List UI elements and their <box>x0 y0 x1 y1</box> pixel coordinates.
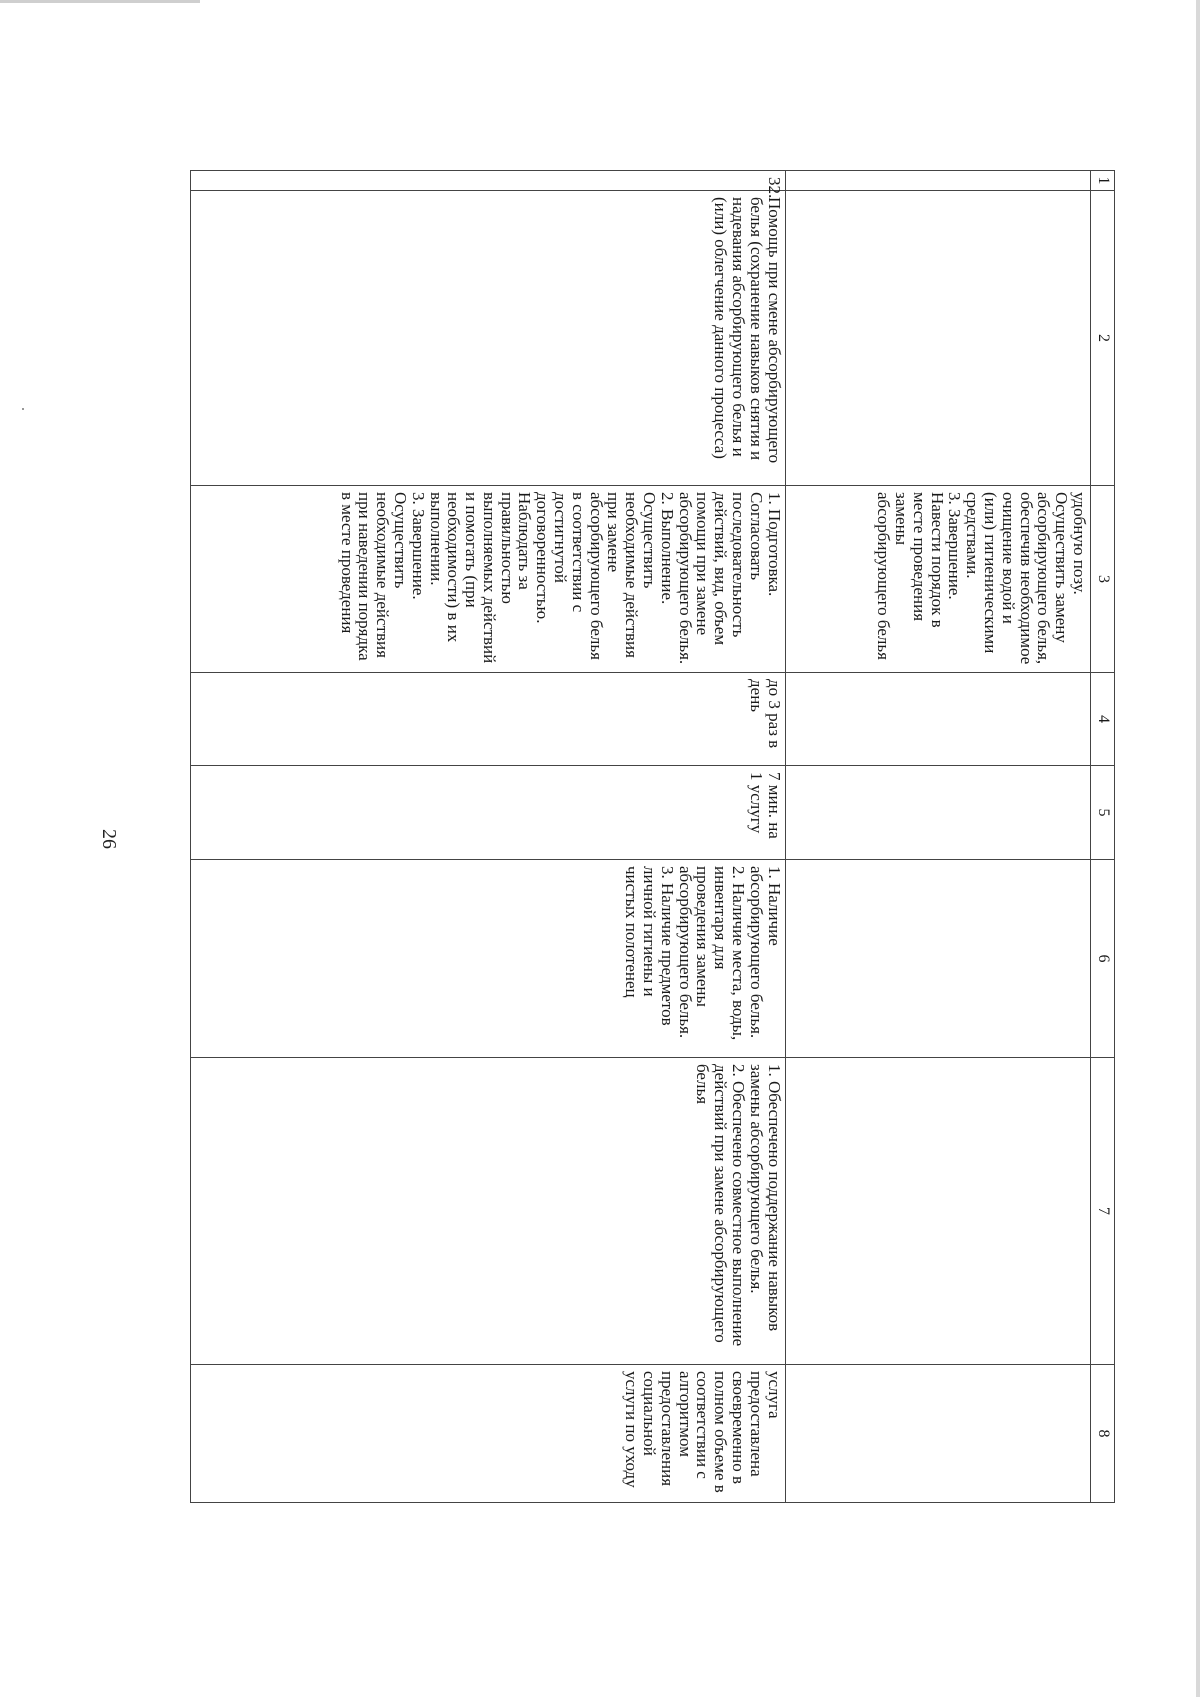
cell-text <box>1086 673 1090 765</box>
cell-quality <box>785 1365 1090 1503</box>
page-number: 26 <box>98 829 120 849</box>
cell-service-name <box>191 191 786 486</box>
services-table <box>190 170 1115 1503</box>
cell-duration <box>785 766 1090 860</box>
cell-text <box>1086 171 1090 190</box>
cell-text: 1. Подготовка. Согласовать последовательность действий, вид, объем помощи при замене абсорбирующего белья. 2. Выполнение. Осуществить необходимые действия при замене абсорбирующего белья в соответствии с достигнутой договоренностью. Наблюдать за правильностью выполняемых действий и помогать (при необходимости) в их выполнении. 3. Завершение. Осуществить необходимые действия при наведении порядка в месте проведения <box>337 492 784 665</box>
cell-text <box>1086 1058 1090 1364</box>
cell-conditions <box>785 860 1090 1058</box>
cell-text: до 3 раз в день <box>746 679 784 749</box>
table-row <box>785 171 1090 1503</box>
column-number: 3 <box>1090 486 1114 673</box>
cell-number <box>785 171 1090 191</box>
column-number: 1 <box>1090 171 1114 191</box>
cell-conditions <box>191 860 786 1058</box>
scan-edge-top <box>0 0 200 3</box>
scan-speck <box>22 408 24 410</box>
column-number: 8 <box>1090 1365 1114 1503</box>
cell-results <box>191 1058 786 1365</box>
cell-duration <box>191 766 786 860</box>
cell-text <box>1086 1365 1090 1502</box>
cell-text: услуга предоставлена своевременно в полном объеме в соответствии с алгоритмом предоставления социальной услуги по уходу <box>622 1371 784 1493</box>
cell-frequency <box>785 673 1090 766</box>
cell-text: удобную позу. Осуществить замену абсорбирующего белья, обеспечив необходимое очищение водой и (или) гигиеническими средствами. 3. Завершение. Навести порядок в месте проведения замены абсорбирующего белья <box>874 492 1089 665</box>
cell-text: 1. Наличие абсорбирующего белья. 2. Наличие места, воды, инвентаря для проведения замены абсорбирующего белья. 3. Наличие предметов личной гигиены и чистых полотенец <box>622 866 784 1041</box>
column-number: 5 <box>1090 766 1114 860</box>
column-number: 7 <box>1090 1058 1114 1365</box>
cell-text: 32. <box>764 177 784 199</box>
table-row <box>191 171 786 1503</box>
cell-procedure <box>785 486 1090 673</box>
column-number-row <box>1090 171 1114 1503</box>
cell-procedure <box>191 486 786 673</box>
cell-number <box>191 171 786 199</box>
column-number: 2 <box>1090 191 1114 486</box>
column-number: 6 <box>1090 860 1114 1058</box>
column-number: 4 <box>1090 673 1114 766</box>
cell-text <box>1086 766 1090 859</box>
cell-text <box>1086 191 1090 485</box>
cell-results <box>785 1058 1090 1365</box>
scan-edge-right <box>1196 0 1200 1697</box>
cell-text: Помощь при смене абсорбирующего белья (сохранение навыков снятия и надевания абсорбирующего белья и (или) облегчение данного процесса) <box>711 197 784 464</box>
cell-text: 7 мин. на 1 услугу <box>746 772 784 839</box>
rotated-table-wrapper <box>190 170 1115 1502</box>
cell-frequency <box>191 673 786 766</box>
cell-quality <box>191 1365 786 1503</box>
cell-text: 1. Обеспечено поддержание навыков замены абсорбирующего белья. 2. Обеспечено совместное выполнение действий при замене абсорбирующего белья <box>693 1064 784 1347</box>
cell-service-name <box>785 191 1090 486</box>
cell-text <box>1086 860 1090 1057</box>
